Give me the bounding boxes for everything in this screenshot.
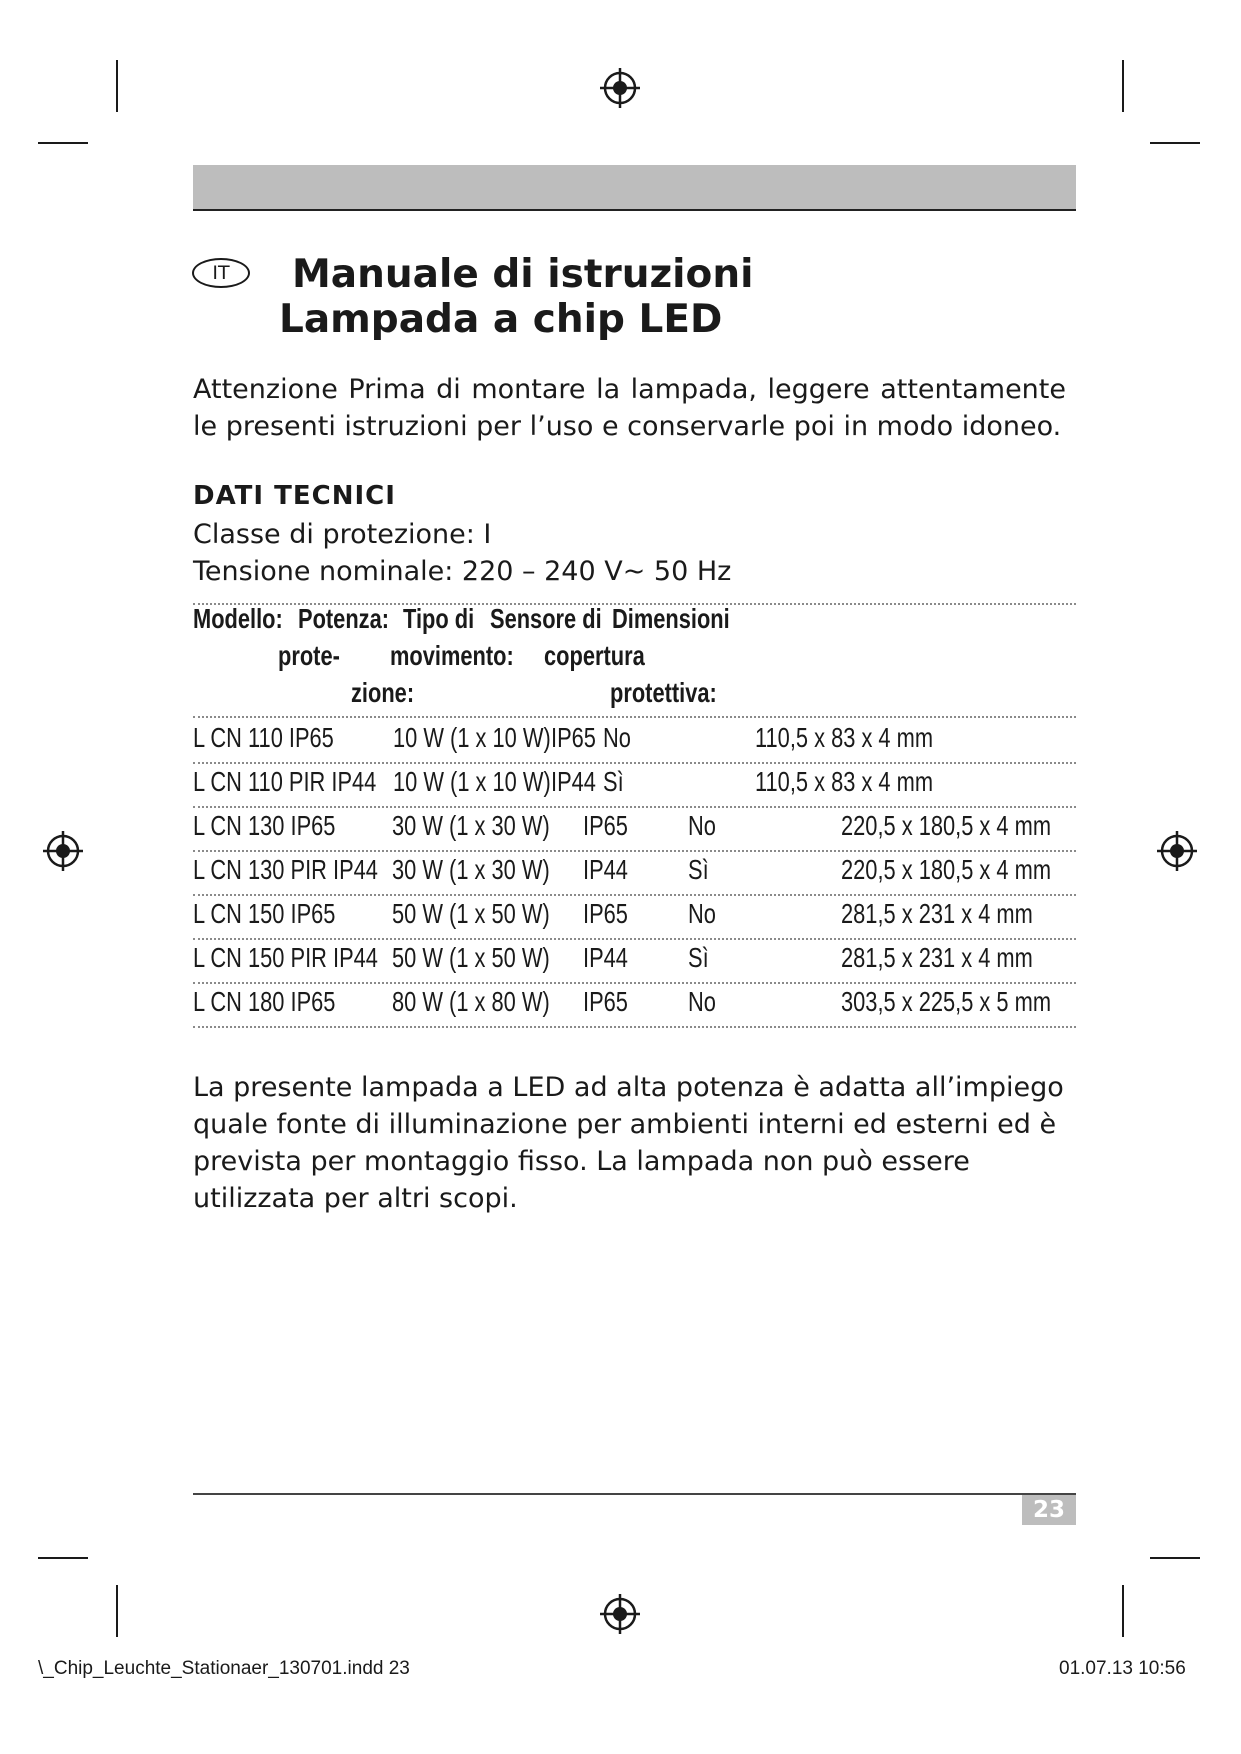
table-cell-ip: IP44 [583, 942, 628, 973]
crop-mark [1122, 1585, 1124, 1637]
table-row-divider [193, 1026, 1076, 1028]
crop-mark [38, 1557, 88, 1559]
table-cell-sensor: Sì [603, 766, 624, 797]
crop-mark [38, 142, 88, 144]
crop-mark [116, 1585, 118, 1637]
table-cell-dims: 303,5 x 225,5 x 5 mm [841, 986, 1052, 1017]
header-dimensions: protettiva: [610, 677, 717, 708]
registration-mark-icon [42, 830, 84, 872]
table-cell-model: L CN 110 PIR IP44 [193, 766, 377, 797]
print-date: 01.07.13 10:56 [1059, 1658, 1186, 1679]
table-cell-power: 30 W (1 x 30 W) [392, 854, 550, 885]
table-cell-ip: IP65 [583, 810, 628, 841]
table-cell-sensor: Sì [688, 854, 709, 885]
header-bar [193, 165, 1076, 211]
table-cell-model: L CN 130 IP65 [193, 810, 336, 841]
table-cell-power: 10 W (1 x 10 W) [393, 766, 551, 797]
table-row-divider [193, 894, 1076, 896]
usage-paragraph: La presente lampada a LED ad alta potenza è adatta all’impiego quale fonte di illuminazione per ambienti interni ed esterni ed è prevista per montaggio fisso. La lampada non può essere utilizzata per altri scopi. [193, 1072, 1064, 1214]
table-divider [193, 716, 1076, 718]
page-subtitle: Lampada a chip LED [279, 297, 723, 342]
table-cell-sensor: No [688, 810, 716, 841]
table-cell-dims: 220,5 x 180,5 x 4 mm [841, 854, 1052, 885]
table-cell-ip: IP65 [551, 722, 596, 753]
table-row-divider [193, 762, 1076, 764]
table-cell-power: 30 W (1 x 30 W) [392, 810, 550, 841]
table-cell-model: L CN 130 PIR IP44 [193, 854, 378, 885]
table-row-divider [193, 938, 1076, 940]
rated-voltage: Tensione nominale: 220 – 240 V~ 50 Hz [193, 556, 732, 587]
table-cell-model: L CN 180 IP65 [193, 986, 336, 1017]
page-title: Manuale di istruzioni [292, 252, 754, 297]
file-name: \_Chip_Leuchte_Stationaer_130701.indd 23 [38, 1658, 410, 1679]
header-protection: Tipo di [403, 603, 475, 634]
table-row-divider [193, 982, 1076, 984]
table-cell-dims: 220,5 x 180,5 x 4 mm [841, 810, 1052, 841]
footer-rule [193, 1493, 1076, 1495]
table-cell-model: L CN 150 PIR IP44 [193, 942, 378, 973]
table-cell-dims: 110,5 x 83 x 4 mm [755, 722, 934, 753]
crop-mark [1150, 142, 1200, 144]
table-cell-ip: IP65 [583, 898, 628, 929]
header-protection: prote- [278, 640, 340, 671]
table-row-divider [193, 850, 1076, 852]
table-cell-model: L CN 110 IP65 [193, 722, 334, 753]
table-cell-dims: 281,5 x 231 x 4 mm [841, 898, 1033, 929]
language-badge: IT [192, 258, 250, 288]
table-cell-ip: IP44 [583, 854, 628, 885]
header-power: Potenza: [298, 603, 390, 634]
page-number: 23 [1022, 1495, 1076, 1525]
table-cell-power: 50 W (1 x 50 W) [392, 898, 550, 929]
table-cell-dims: 281,5 x 231 x 4 mm [841, 942, 1033, 973]
table-cell-dims: 110,5 x 83 x 4 mm [755, 766, 934, 797]
table-cell-power: 50 W (1 x 50 W) [392, 942, 550, 973]
header-sensor: movimento: [390, 640, 514, 671]
registration-mark-icon [599, 1593, 641, 1635]
crop-mark [1150, 1557, 1200, 1559]
header-protection: zione: [351, 677, 415, 708]
header-model: Modello: [193, 603, 283, 634]
table-cell-sensor: No [688, 986, 716, 1017]
table-cell-sensor: Sì [688, 942, 709, 973]
table-cell-ip: IP65 [583, 986, 628, 1017]
intro-paragraph: Attenzione Prima di montare la lampada, leggere attentamente le presenti istruzioni per l’uso e conservarle poi in modo idoneo. [193, 374, 1066, 442]
registration-mark-icon [599, 67, 641, 109]
protection-class: Classe di protezione: I [193, 519, 492, 550]
table-row-divider [193, 806, 1076, 808]
table-cell-sensor: No [603, 722, 631, 753]
table-cell-ip: IP44 [551, 766, 596, 797]
crop-mark [1122, 60, 1124, 112]
table-cell-power: 10 W (1 x 10 W) [393, 722, 551, 753]
table-cell-model: L CN 150 IP65 [193, 898, 336, 929]
header-dimensions: copertura [544, 640, 645, 671]
header-dimensions: Dimensioni [612, 603, 730, 634]
table-cell-power: 80 W (1 x 80 W) [392, 986, 550, 1017]
table-cell-sensor: No [688, 898, 716, 929]
section-heading: DATI TECNICI [193, 481, 396, 511]
registration-mark-icon [1156, 830, 1198, 872]
header-sensor: Sensore di [490, 603, 602, 634]
crop-mark [116, 60, 118, 112]
